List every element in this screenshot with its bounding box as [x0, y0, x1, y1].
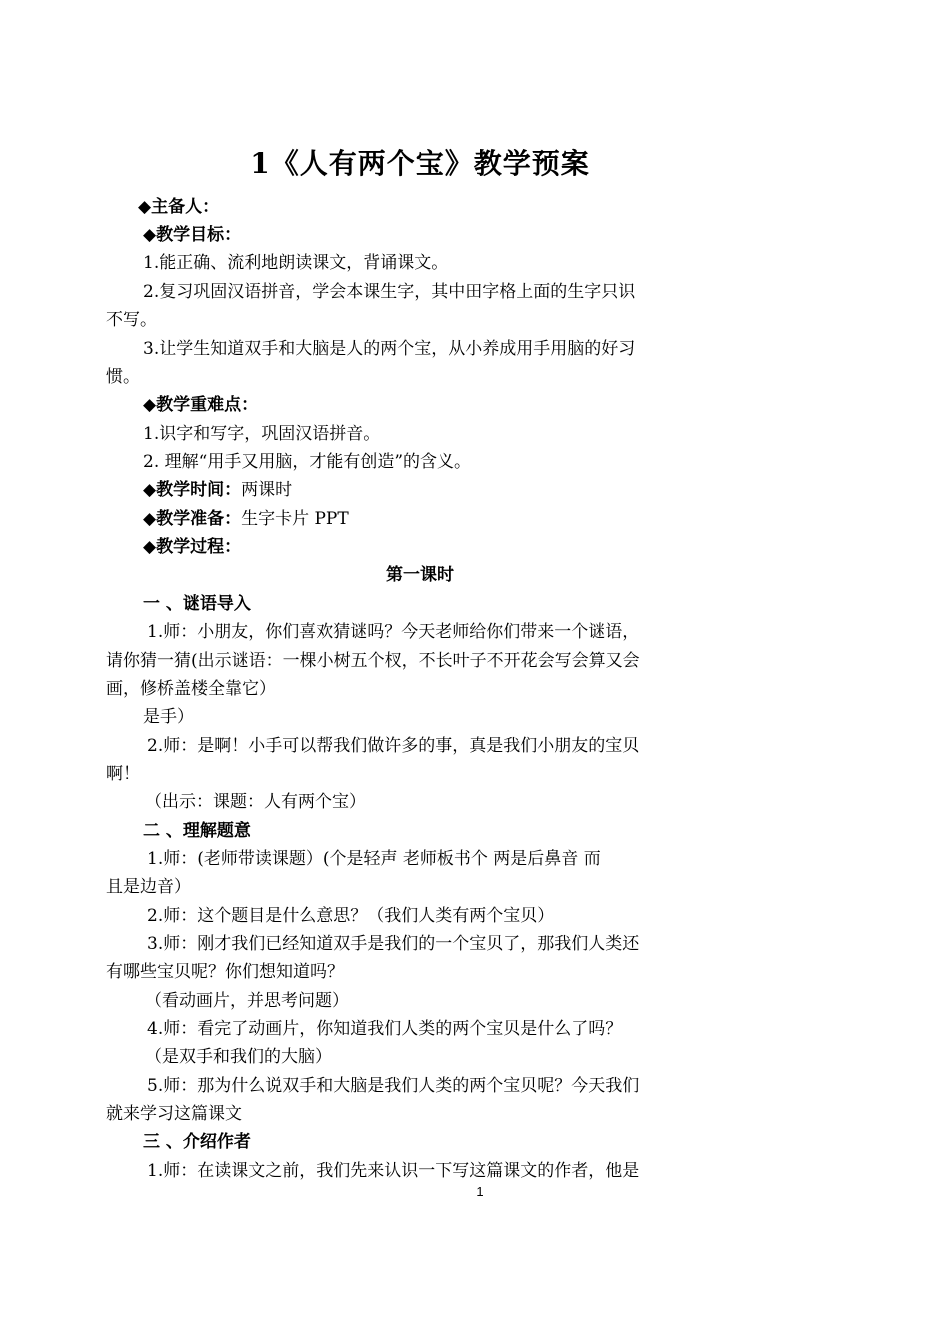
lesson-heading: 第一课时 [386, 565, 454, 585]
goal-3-line-1: 3.让学生知道双手和大脑是人的两个宝，从小养成用手用脑的好习 [143, 339, 636, 359]
section-1-para-1-line-3: 画，修桥盖楼全靠它） [106, 679, 276, 699]
section-1-para-2-line-2: 啊！ [106, 764, 140, 784]
section-3-heading: 三 、介绍作者 [143, 1132, 251, 1152]
section-1-show: （出示：课题：人有两个宝） [145, 792, 366, 812]
section-2-para-1-line-1: 1.师：(老师带读课题）(个是轻声 老师板书个 两是后鼻音 而 [147, 849, 601, 869]
section-2-para-1-line-2: 且是边音） [106, 877, 191, 897]
teaching-prep-label: ◆教学准备： [143, 509, 242, 529]
key-point-2: 2. 理解“用手又用脑，才能有创造”的含义。 [143, 452, 472, 472]
section-2-para-5-line-1: 5.师：那为什么说双手和大脑是我们人类的两个宝贝呢？今天我们 [147, 1076, 640, 1096]
teaching-prep [143, 508, 349, 530]
section-1-para-2-line-1: 2.师：是啊！小手可以帮我们做许多的事，真是我们小朋友的宝贝 [147, 736, 640, 756]
section-1-heading: 一 、谜语导入 [143, 594, 251, 614]
page-number: 1 [476, 1184, 484, 1199]
teaching-time-label: ◆教学时间： [143, 480, 242, 500]
key-points-label: ◆教学重难点： [143, 395, 259, 415]
document-title: 1《人有两个宝》教学预案 [250, 147, 590, 180]
goal-2-line-1: 2.复习巩固汉语拼音，学会本课生字，其中田字格上面的生字只识 [143, 282, 636, 302]
preparer-label: ◆主备人： [138, 197, 220, 217]
teaching-time-value: 两课时 [241, 480, 293, 500]
section-2-para-5-line-2: 就来学习这篇课文 [106, 1104, 242, 1124]
section-2-para-3-line-2: 有哪些宝贝呢？你们想知道吗？ [106, 962, 344, 982]
key-point-1: 1.识字和写字，巩固汉语拼音。 [143, 424, 381, 444]
goal-2-line-2: 不写。 [106, 310, 157, 330]
section-2-para-4: 4.师：看完了动画片，你知道我们人类的两个宝贝是什么了吗？ [147, 1019, 623, 1039]
goal-1: 1.能正确、流利地朗读课文，背诵课文。 [143, 253, 449, 273]
process-label: ◆教学过程： [143, 537, 242, 557]
goals-label: ◆教学目标： [143, 225, 242, 245]
section-1-para-1-line-2: 请你猜一猜(出示谜语：一棵小树五个杈，不长叶子不开花会写会算又会 [106, 651, 640, 671]
section-2-para-3-line-3: （看动画片，并思考问题） [145, 991, 349, 1011]
section-2-para-3-line-1: 3.师：刚才我们已经知道双手是我们的一个宝贝了，那我们人类还 [147, 934, 640, 954]
section-1-answer: 是手） [143, 707, 194, 727]
teaching-time [143, 479, 292, 501]
section-2-heading: 二 、理解题意 [143, 821, 251, 841]
section-2-para-4-answer: （是双手和我们的大脑） [145, 1047, 332, 1067]
section-2-para-2: 2.师：这个题目是什么意思？（我们人类有两个宝贝） [147, 906, 555, 926]
section-1-para-1-line-1: 1.师：小朋友，你们喜欢猜谜吗？今天老师给你们带来一个谜语， [147, 622, 640, 642]
section-3-para-1-line-1: 1.师：在读课文之前，我们先来认识一下写这篇课文的作者，他是 [147, 1161, 640, 1181]
goal-3-line-2: 惯。 [106, 367, 140, 387]
teaching-prep-value: 生字卡片 PPT [241, 509, 349, 529]
